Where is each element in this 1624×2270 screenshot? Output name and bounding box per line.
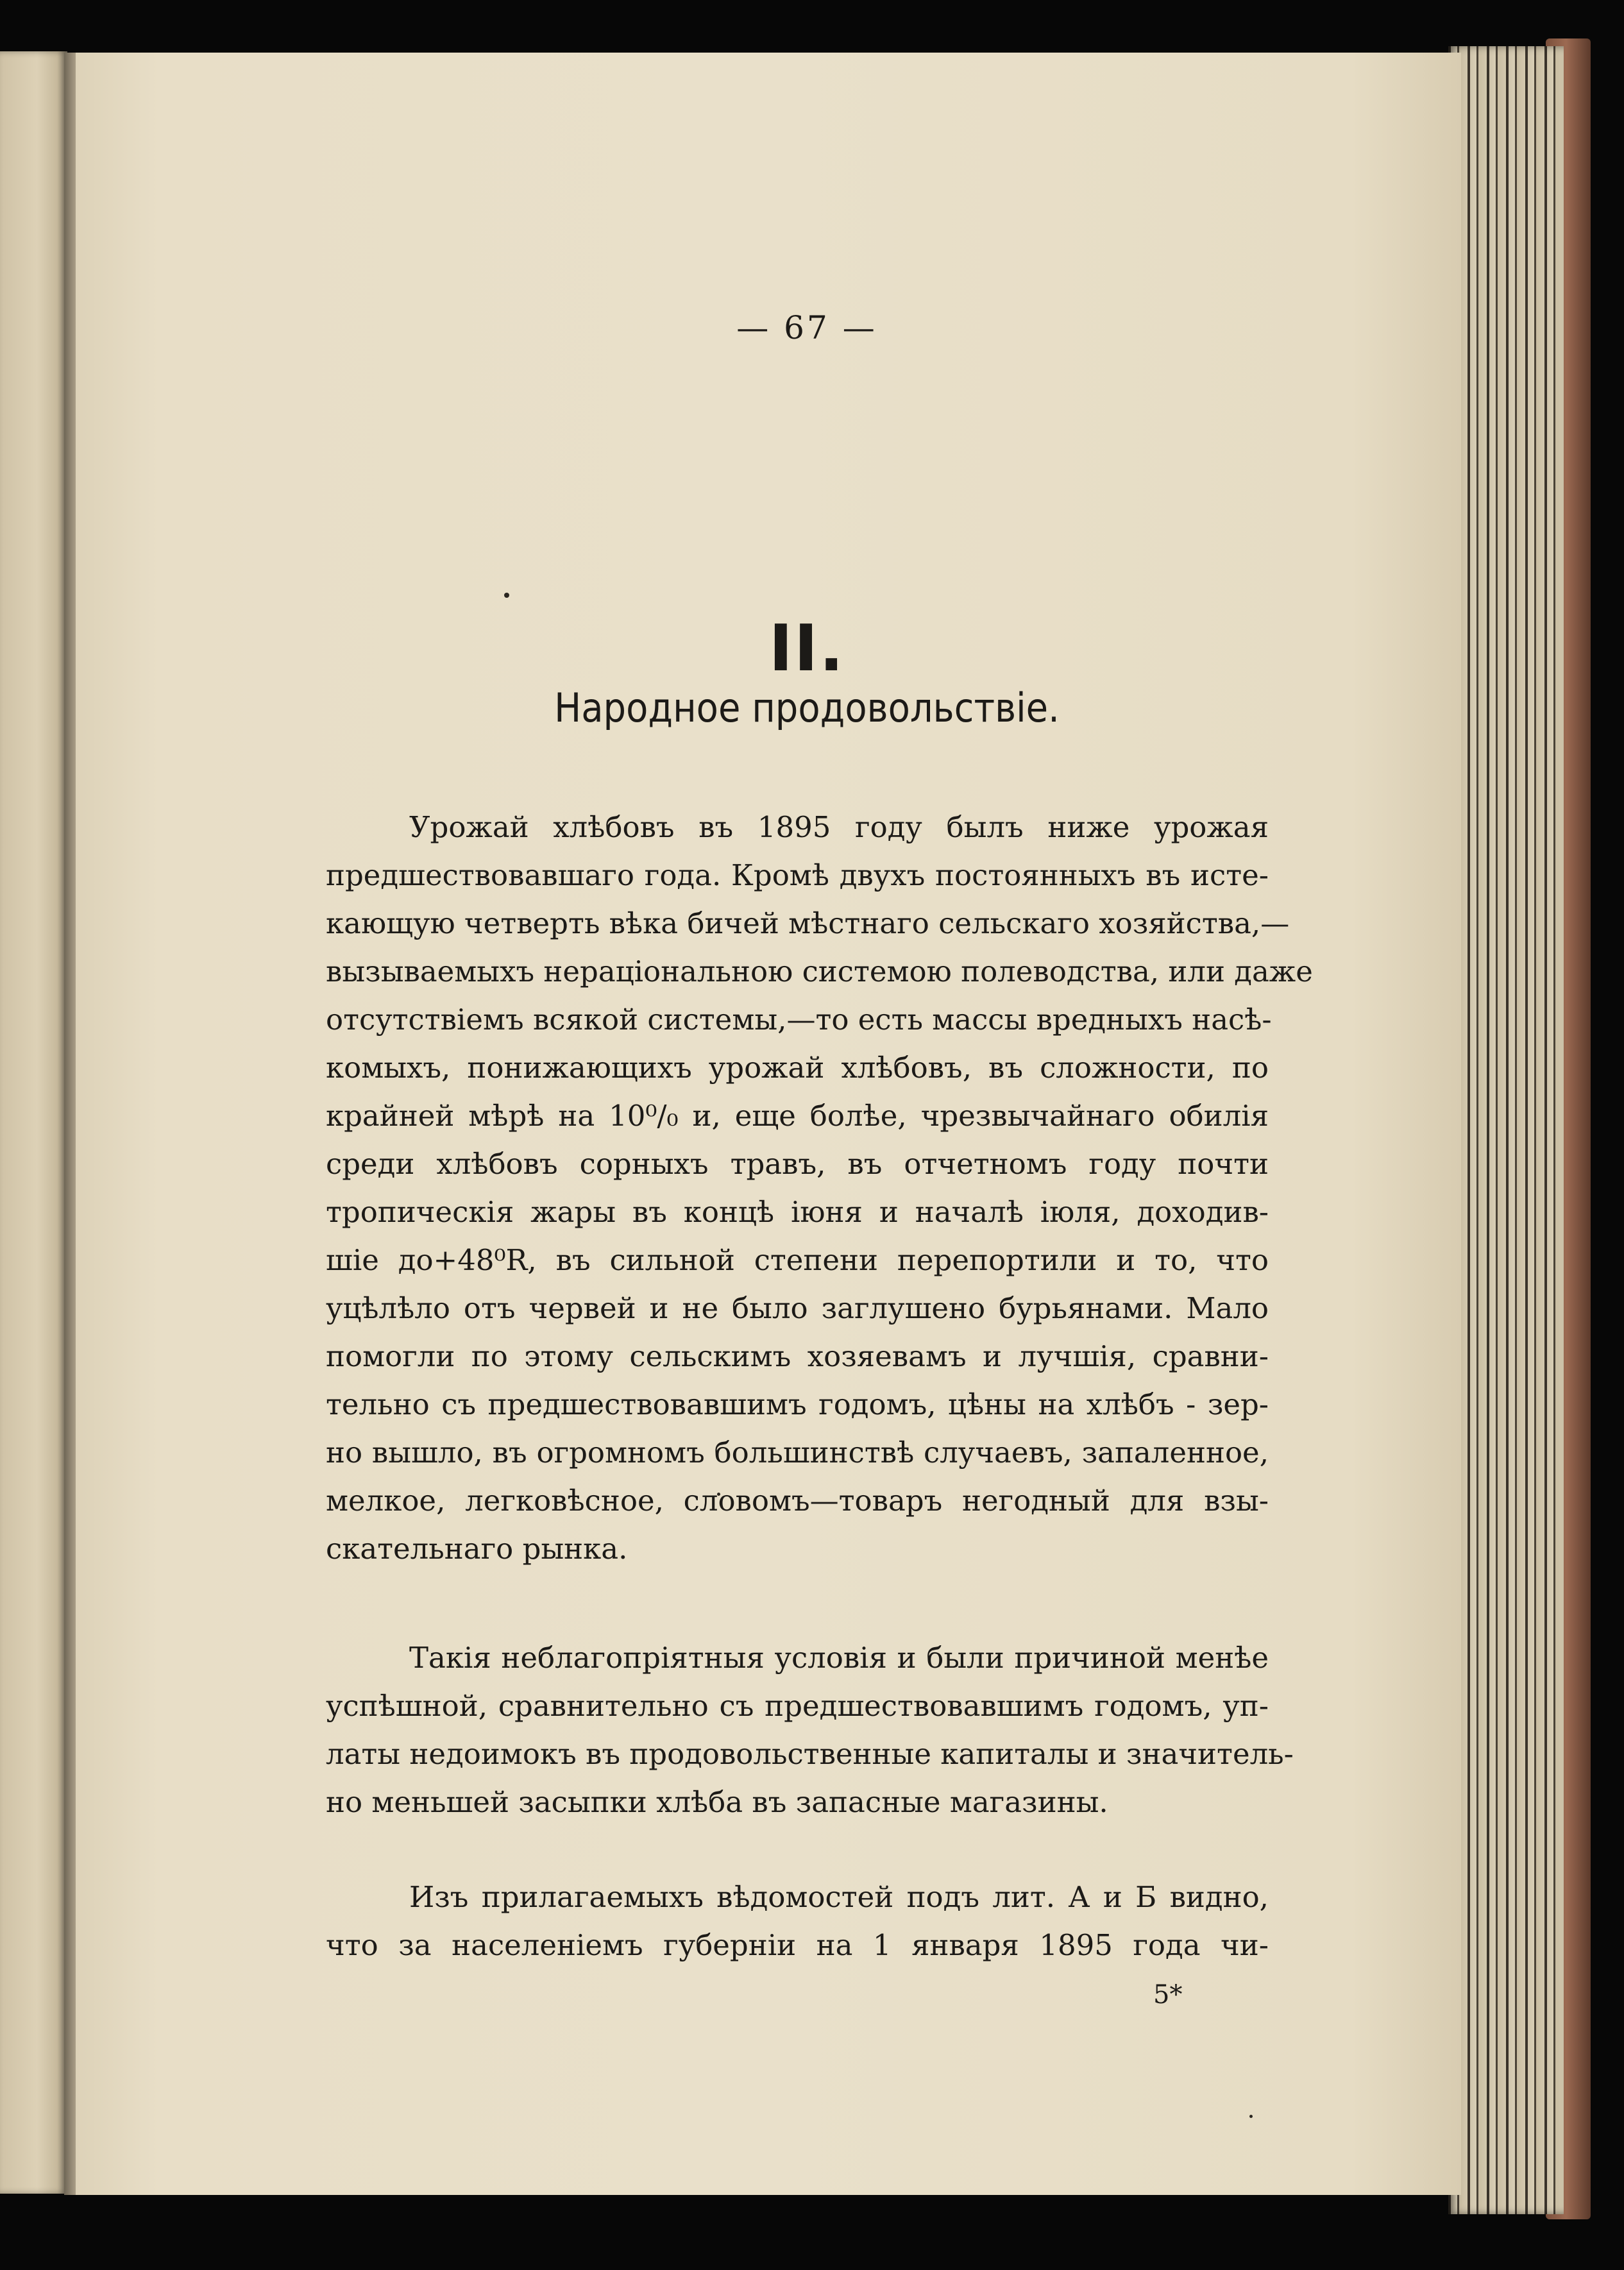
paragraph-1: [326, 803, 1313, 1573]
text-line: предшествовавшаго года. Кромѣ двухъ постоянныхъ въ исте-: [326, 858, 1269, 892]
text-line: Урожай хлѣбовъ въ 1895 году былъ ниже урожая: [409, 810, 1269, 844]
text-line: скательнаго рынка.: [326, 1532, 628, 1566]
book-page: [76, 53, 1461, 2195]
text-line: Такія неблагопріятныя условія и были причиной менѣе: [409, 1641, 1269, 1675]
text-line: уцѣлѣло отъ червей и не было заглушено бурьянами. Мало: [326, 1291, 1269, 1325]
printer-signature-mark: 5*: [1153, 1980, 1183, 2010]
paragraph-3: [326, 1873, 1269, 1969]
text-line: вызываемыхъ нераціональною системою полеводства, или даже: [326, 954, 1313, 988]
text-line: успѣшной, сравнительно съ предшествовавшимъ годомъ, уп-: [326, 1689, 1269, 1723]
text-line: тропическія жары въ концѣ іюня и началѣ іюля, доходив-: [326, 1195, 1269, 1229]
text-line: тельно съ предшествовавшимъ годомъ, цѣны на хлѣбъ - зер-: [326, 1387, 1269, 1421]
text-line: но вышло, въ огромномъ большинствѣ случаевъ, запаленное,: [326, 1436, 1269, 1470]
text-line: латы недоимокъ въ продовольственные капиталы и значитель-: [326, 1737, 1294, 1771]
text-line: что за населеніемъ губерніи на 1 января 1895 года чи-: [326, 1928, 1269, 1962]
text-line: отсутствіемъ всякой системы,—то есть массы вредныхъ насѣ-: [326, 1003, 1272, 1037]
text-line: Изъ прилагаемыхъ вѣдомостей подъ лит. А и Б видно,: [409, 1880, 1269, 1914]
page-block-edges: [1448, 46, 1564, 2214]
paragraph-2: [326, 1634, 1294, 1826]
text-line: помогли по этому сельскимъ хозяевамъ и лучшія, сравни-: [326, 1339, 1269, 1373]
text-line: но меньшей засыпки хлѣба въ запасные магазины.: [326, 1785, 1108, 1819]
chapter-title: Народное продовольствіе.: [554, 685, 1060, 732]
text-line: среди хлѣбовъ сорныхъ травъ, въ отчетномъ году почти: [326, 1147, 1269, 1181]
ink-speck: [1249, 2115, 1253, 2118]
previous-page-edge: [0, 51, 67, 2194]
text-line: комыхъ, понижающихъ урожай хлѣбовъ, въ сложности, по: [326, 1051, 1269, 1085]
text-line: крайней мѣрѣ на 10⁰/₀ и, еще болѣе, чрезвычайнаго обилія: [326, 1099, 1269, 1133]
text-line: кающую четверть вѣка бичей мѣстнаго сельскаго хозяйства,—: [326, 906, 1290, 940]
ink-speck: [504, 593, 509, 598]
section-numeral: II.: [768, 611, 845, 686]
page-number: — 67 —: [736, 309, 877, 346]
text-line: мелкое, легковѣсное, словомъ—товаръ негодный для взы-: [326, 1484, 1269, 1518]
text-line: шіе до+48⁰R, въ сильной степени перепортили и то, что: [326, 1243, 1269, 1277]
